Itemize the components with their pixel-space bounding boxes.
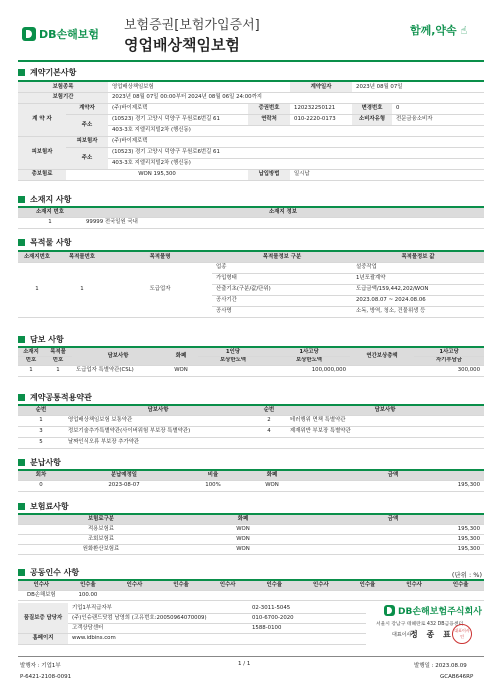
header-ratio: 인수율 <box>344 580 391 590</box>
header-object-class: 목적물정보 구분 <box>212 251 352 262</box>
header-insurer: 인수사 <box>18 580 65 590</box>
cell-empty <box>391 590 438 600</box>
table-row <box>18 217 484 228</box>
cell-round: 0 <box>18 480 64 491</box>
header-round: 회차 <box>18 470 64 480</box>
cell-object-class: 산출기초(구분/값/단위) <box>212 284 352 295</box>
footer-divider <box>18 656 484 657</box>
value-contractor: (주)바이제로텍 <box>108 103 248 114</box>
cell-empty <box>204 590 251 600</box>
cell-premium-type: 적용보험료 <box>18 524 184 534</box>
cell-due-date: 2023-08-07 <box>64 480 184 491</box>
slogan-text: 함께,약속 <box>410 24 457 37</box>
label-payment: 납입방법 <box>248 169 290 180</box>
form-code: GCAB646RP <box>440 674 474 680</box>
location-table <box>18 206 484 229</box>
table-row <box>18 81 484 92</box>
table-row <box>18 147 484 158</box>
cell-per-person-limit <box>198 365 268 376</box>
cell-ratio: 100.00 <box>65 590 112 600</box>
cell-currency: WON <box>184 534 302 544</box>
header-object-value: 목적물정보 값 <box>352 251 484 262</box>
cell-currency: WON <box>184 544 302 554</box>
label-period: 보험기간 <box>18 92 108 103</box>
table-row <box>18 603 366 613</box>
cell-clause: 제재위반 부보장 특별약관 <box>286 426 484 437</box>
header-annual-total: 연간보상총액 <box>350 347 414 365</box>
company-logo <box>384 604 482 617</box>
cell-object-no: 1 <box>56 262 108 317</box>
header-insurer: 인수사 <box>298 580 345 590</box>
label-homepage: 홈페이지 <box>18 633 68 644</box>
cell-object-value: 설중작업 <box>352 262 484 273</box>
header-due-date: 분납예정일 <box>64 470 184 480</box>
header-ratio: 인수율 <box>251 580 298 590</box>
table-row <box>18 480 484 491</box>
table-row <box>18 623 366 633</box>
value-contractor-address-2: 403-3호 지엘리치빌2차 (행신동) <box>108 125 484 136</box>
value-insured-address-2: 403-3호 지엘리치빌2차 (행신동) <box>108 158 484 169</box>
cell-amount: 195,300 <box>302 544 484 554</box>
table-row <box>18 613 366 623</box>
header-ratio: 인수율 <box>437 580 484 590</box>
company-address: 서울시 강남구 테헤란로 432 DB금융센터 <box>376 622 464 627</box>
table-row <box>18 437 484 448</box>
header-clause: 담보사항 <box>64 405 252 415</box>
table-header-row <box>18 207 484 217</box>
table-row <box>18 633 366 644</box>
table-row <box>18 544 484 554</box>
label-insured-address: 주소 <box>66 147 108 169</box>
issue-date: 발행일 : 2023.08.09 <box>414 663 467 669</box>
section-title-object: 목적물 사항 <box>18 237 71 248</box>
header-seq: 순번 <box>18 405 64 415</box>
table-row <box>18 524 484 534</box>
cell-clause: 테러행위 면책 특별약관 <box>286 415 484 426</box>
cell-seq <box>252 437 286 448</box>
label-consumer-type: 소비자유형 <box>352 114 392 125</box>
table-row <box>18 426 484 437</box>
table-header-row <box>18 580 484 590</box>
cell-location-no: 1 <box>18 262 56 317</box>
value-product: 영업배상책임보험 <box>108 81 290 92</box>
premium-table <box>18 513 484 555</box>
cell-manager-2: (주)인슈랜드닷컴 남영희 (고유번호:2005096407000​9) <box>68 613 248 623</box>
cell-object-class: 공사기간 <box>212 295 352 306</box>
cell-insurer: DB손해보험 <box>18 590 65 600</box>
cell-annual-total <box>350 365 414 376</box>
header-insurer: 인수사 <box>111 580 158 590</box>
cell-per-accident-limit: 100,000,000 <box>268 365 350 376</box>
cell-seq: 5 <box>18 437 64 448</box>
header-currency: 화폐 <box>164 347 198 365</box>
ceo-name: 정 종 표 <box>410 630 454 639</box>
header-per-accident-limit: 1사고당 <box>268 347 350 356</box>
cell-location-no: 1 <box>18 217 82 228</box>
db-logo-icon <box>22 27 36 41</box>
table-row <box>18 590 484 600</box>
cell-coverage: 도급업자 특별약관(CSL) <box>72 365 164 376</box>
header-per-person-limit: 1인당 <box>198 347 268 356</box>
unit-label: (단위 : %) <box>451 571 482 579</box>
cell-amount: 195,300 <box>302 524 484 534</box>
label-total-premium: 총보험료 <box>18 169 66 180</box>
label-insured-group: 피보험자 <box>18 136 66 169</box>
cell-object-value: 소독, 방역, 청소, 건물위생 등 <box>352 306 484 317</box>
cell-object-value: 2023.08.07 ~ 2024.08.06 <box>352 295 484 306</box>
cell-location-info: 99999 전국일원 국내 <box>82 217 484 228</box>
db-logo-icon <box>384 605 395 616</box>
section-title-contract-basics: 계약기본사항 <box>18 67 76 78</box>
header-amount: 금액 <box>302 470 484 480</box>
issuer: 발행자 : 기업1부 <box>20 663 61 669</box>
header-location-no: 소재지 <box>18 347 44 356</box>
header-coverage: 담보사항 <box>72 347 164 365</box>
cell-seq: 2 <box>252 415 286 426</box>
table-row <box>18 103 484 114</box>
section-title-location: 소재지 사항 <box>18 194 71 205</box>
co-insurance-table <box>18 579 484 601</box>
cell-empty <box>437 590 484 600</box>
header-object-no: 목적물번호 <box>56 251 108 262</box>
header-deductible-2: 자기부담금 <box>414 356 484 365</box>
table-row <box>18 415 484 426</box>
header-object-name: 목적물명 <box>108 251 212 262</box>
value-change-no: 0 <box>392 103 484 114</box>
cell-object-class: 공사명 <box>212 306 352 317</box>
homepage-link[interactable]: www.idbins.com <box>68 633 366 644</box>
table-header-row <box>18 251 484 262</box>
cell-seq: 3 <box>18 426 64 437</box>
cell-deductible: 300,000 <box>414 365 484 376</box>
product-title: 영업배상책임보험 <box>124 36 240 54</box>
cell-currency: WON <box>184 524 302 534</box>
label-contractor-address: 주소 <box>66 114 108 136</box>
cell-object-class: 업종 <box>212 262 352 273</box>
cell-object-value: 도급금액/159,442,202/WON <box>352 284 484 295</box>
cell-manager-1: 기업1부직급자부 <box>68 603 248 613</box>
label-quality-manager: 품질보증 담당자 <box>18 603 68 633</box>
cell-empty <box>344 590 391 600</box>
cell-premium-type: 원화환산보험료 <box>18 544 184 554</box>
section-title-installment: 분납사항 <box>18 457 61 468</box>
coverage-table <box>18 346 484 377</box>
header-deductible: 1사고당 <box>414 347 484 356</box>
label-contract-date: 계약일자 <box>290 81 352 92</box>
cell-seq: 1 <box>18 415 64 426</box>
header-seq-2: 순번 <box>252 405 286 415</box>
cell-currency: WON <box>242 480 302 491</box>
hand-icon: ☝ <box>460 24 468 37</box>
value-period: 2023년 08월 07일 00:00부터 2024년 08월 06일 24:00까지 <box>108 92 484 103</box>
section-title-co-insurance: 공동인수 사항 <box>18 567 79 578</box>
cell-object-name: 도급업자 <box>108 262 212 317</box>
cell-object-value: 1년포괄계약 <box>352 273 484 284</box>
cell-amount: 195,300 <box>302 480 484 491</box>
label-cert-no: 증권번호 <box>248 103 290 114</box>
installment-table <box>18 469 484 492</box>
cell-empty <box>298 590 345 600</box>
header-per-person-limit-2: 보상한도액 <box>198 356 268 365</box>
label-contact: 연락처 <box>248 114 290 125</box>
header-currency: 화폐 <box>184 514 302 524</box>
header-amount: 금액 <box>302 514 484 524</box>
db-insurance-logo <box>22 26 99 42</box>
cell-ratio: 100% <box>184 480 242 491</box>
header-location-info: 소재지 정보 <box>82 207 484 217</box>
contract-basics-table <box>18 80 484 181</box>
table-header-row <box>18 405 484 415</box>
section-title-coverage: 담보 사항 <box>18 334 64 345</box>
table-header-row <box>18 514 484 524</box>
table-row <box>18 136 484 147</box>
table-row <box>18 534 484 544</box>
header-ratio: 인수율 <box>65 580 112 590</box>
header-object-no-2: 번호 <box>44 356 72 365</box>
header-clause-2: 담보사항 <box>286 405 484 415</box>
cell-phone-3: 1588-0100 <box>248 623 366 633</box>
cell-clause: 영업배상책임보험 보통약관 <box>64 415 252 426</box>
label-contractor-group: 계 약 자 <box>18 103 66 136</box>
table-header-row <box>18 347 484 356</box>
cell-empty <box>251 590 298 600</box>
cell-clause <box>286 437 484 448</box>
cell-premium-type: 조회보험료 <box>18 534 184 544</box>
table-row <box>18 169 484 180</box>
table-row <box>18 365 484 376</box>
value-contact: 010-2220-0173 <box>290 114 352 125</box>
header-insurer: 인수사 <box>391 580 438 590</box>
value-contract-date: 2023년 08월 07일 <box>352 81 484 92</box>
ceo-label: 대표이사 <box>392 632 412 638</box>
header-location-no: 소재지번호 <box>18 251 56 262</box>
cell-seq: 4 <box>252 426 286 437</box>
header-location-no: 소재지 번호 <box>18 207 82 217</box>
cell-phone-2: 010-6700-2020 <box>248 613 366 623</box>
value-contractor-address-1: (10523) 경기 고양시 덕양구 무원로6번길 61 <box>108 114 248 125</box>
value-total-premium: WON 195,300 <box>66 169 248 180</box>
page-number: 1 / 1 <box>238 661 251 667</box>
header-divider <box>18 60 484 62</box>
company-seal: 대표이사 인 <box>452 624 472 644</box>
value-consumer-type: 전문금융소비자 <box>392 114 484 125</box>
header-currency: 화폐 <box>242 470 302 480</box>
cell-empty <box>158 590 205 600</box>
object-table <box>18 250 484 318</box>
contact-table <box>18 603 366 645</box>
company-name: DB손해보험주식회사 <box>398 607 482 617</box>
table-header-row <box>18 470 484 480</box>
value-payment: 일시납 <box>290 169 484 180</box>
cell-object-no: 1 <box>44 365 72 376</box>
label-product: 보험종목 <box>18 81 108 92</box>
header-ratio: 인수율 <box>158 580 205 590</box>
cell-object-class: 가입형태 <box>212 273 352 284</box>
header-premium-type: 보험료구분 <box>18 514 184 524</box>
label-contractor: 계약자 <box>66 103 108 114</box>
header-ratio: 비율 <box>184 470 242 480</box>
document-type-title: 보험증권[보험가입증서] <box>124 18 260 33</box>
slogan <box>410 22 467 38</box>
header-object-no: 목적물 <box>44 347 72 356</box>
cell-amount: 195,300 <box>302 534 484 544</box>
header-location-no-2: 번호 <box>18 356 44 365</box>
label-insured: 피보험자 <box>66 136 108 147</box>
cell-clause: 정보기술추가특별약관(사이버위험 부보장 특별약관) <box>64 426 252 437</box>
common-clauses-table <box>18 404 484 449</box>
section-title-premium: 보험료사항 <box>18 501 69 512</box>
cell-manager-3: 고객상담센터 <box>68 623 248 633</box>
table-row <box>18 114 484 125</box>
table-row <box>18 92 484 103</box>
cell-empty <box>111 590 158 600</box>
logo-text: DB손해보험 <box>39 28 100 41</box>
value-insured: (주)바이제로텍 <box>108 136 484 147</box>
document-code: P-6421-2108-0091 <box>20 674 72 680</box>
value-cert-no: 120232250121 <box>290 103 352 114</box>
header-per-accident-limit-2: 보상한도액 <box>268 356 350 365</box>
header-insurer: 인수사 <box>204 580 251 590</box>
cell-clause: 날짜인식오류 부보장 추가약관 <box>64 437 252 448</box>
section-title-common-clauses: 계약공통적용약관 <box>18 392 92 403</box>
label-change-no: 변경번호 <box>352 103 392 114</box>
value-insured-address-1: (10523) 경기 고양시 덕양구 무원로6번길 61 <box>108 147 484 158</box>
table-row <box>18 262 484 273</box>
cell-location-no: 1 <box>18 365 44 376</box>
cell-currency: WON <box>164 365 198 376</box>
cell-phone-1: 02-3011-5045 <box>248 603 366 613</box>
